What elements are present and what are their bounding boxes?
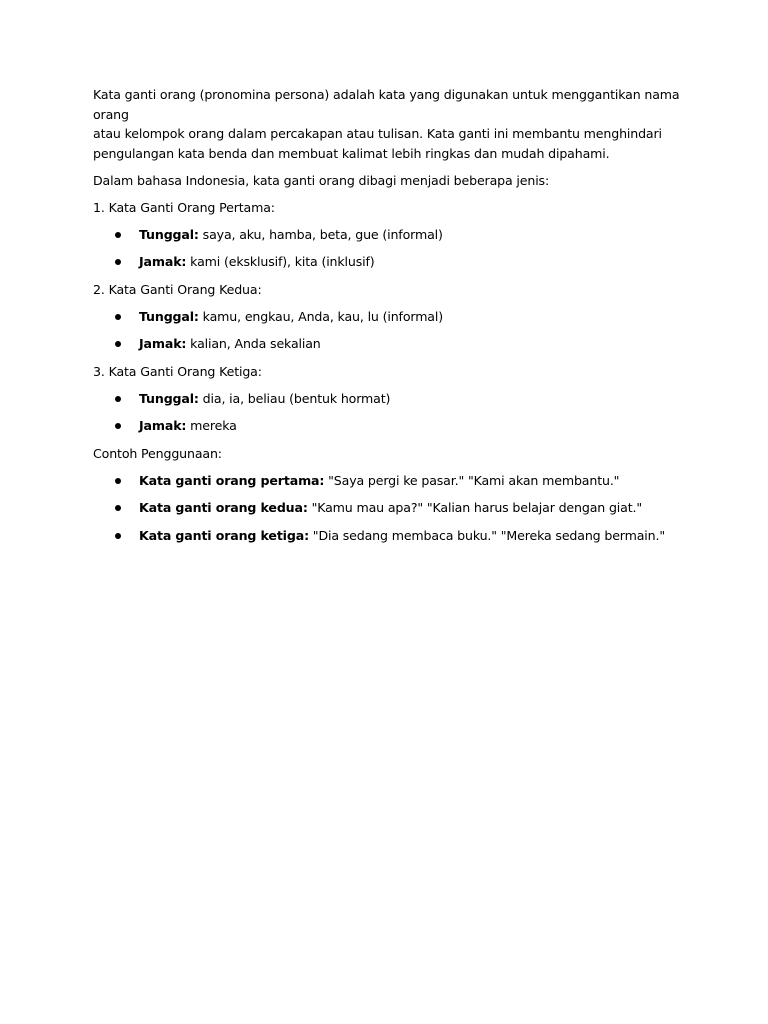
list-item <box>93 334 683 354</box>
second-person-list <box>93 307 683 354</box>
intro-line: Kata ganti orang (pronomina persona) adalah kata yang digunakan untuk menggantikan nama orang <box>93 87 680 122</box>
bullet-icon <box>115 505 121 511</box>
list-item <box>93 307 683 327</box>
list-item <box>93 498 683 518</box>
item-text: kamu, engkau, Anda, kau, lu (informal) <box>198 308 443 324</box>
bullet-icon <box>115 232 121 238</box>
item-label: Tunggal: <box>139 390 199 406</box>
bullet-icon <box>115 478 121 484</box>
list-item <box>93 526 683 546</box>
item-label: Jamak: <box>139 254 187 269</box>
item-label: Kata ganti orang ketiga: <box>139 527 309 543</box>
section-heading-second-person: 2. Kata Ganti Orang Kedua: <box>93 281 262 297</box>
item-text: mereka <box>186 418 237 433</box>
list-item <box>93 252 683 272</box>
third-person-list <box>93 389 683 436</box>
examples-heading: Contoh Penggunaan: <box>93 445 222 461</box>
intro-line: pengulangan kata benda dan membuat kalimat lebih ringkas dan mudah dipahami. <box>93 145 610 161</box>
item-text: "Kamu mau apa?" "Kalian harus belajar dengan giat." <box>307 500 643 515</box>
item-text: saya, aku, hamba, beta, gue (informal) <box>198 226 443 242</box>
list-item <box>93 225 683 245</box>
item-text: kalian, Anda sekalian <box>186 336 321 351</box>
bullet-icon <box>115 533 121 539</box>
item-label: Tunggal: <box>139 308 199 324</box>
bullet-icon <box>115 341 121 347</box>
bullet-icon <box>115 314 121 320</box>
document-page <box>93 85 683 553</box>
item-text: dia, ia, beliau (bentuk hormat) <box>198 390 391 406</box>
item-label: Jamak: <box>139 418 187 433</box>
item-text: "Dia sedang membaca buku." "Mereka sedang bermain." <box>308 527 665 543</box>
item-text: "Saya pergi ke pasar." "Kami akan membantu." <box>324 472 620 488</box>
item-text: kami (eksklusif), kita (inklusif) <box>186 254 375 269</box>
bullet-icon <box>115 259 121 265</box>
item-label: Tunggal: <box>139 226 199 242</box>
item-label: Kata ganti orang kedua: <box>139 500 308 515</box>
section-heading-third-person: 3. Kata Ganti Orang Ketiga: <box>93 363 262 379</box>
section-heading-first-person: 1. Kata Ganti Orang Pertama: <box>93 199 275 215</box>
intro-line: atau kelompok orang dalam percakapan atau tulisan. Kata ganti ini membantu menghindari <box>93 126 662 141</box>
bullet-icon <box>115 423 121 429</box>
lead-paragraph: Dalam bahasa Indonesia, kata ganti orang dibagi menjadi beberapa jenis: <box>93 172 550 188</box>
first-person-list <box>93 225 683 272</box>
item-label: Jamak: <box>139 336 187 351</box>
list-item <box>93 416 683 436</box>
list-item <box>93 389 683 409</box>
intro-paragraph <box>93 85 683 163</box>
bullet-icon <box>115 396 121 402</box>
list-item <box>93 471 683 491</box>
examples-list <box>93 471 683 546</box>
item-label: Kata ganti orang pertama: <box>139 472 325 488</box>
